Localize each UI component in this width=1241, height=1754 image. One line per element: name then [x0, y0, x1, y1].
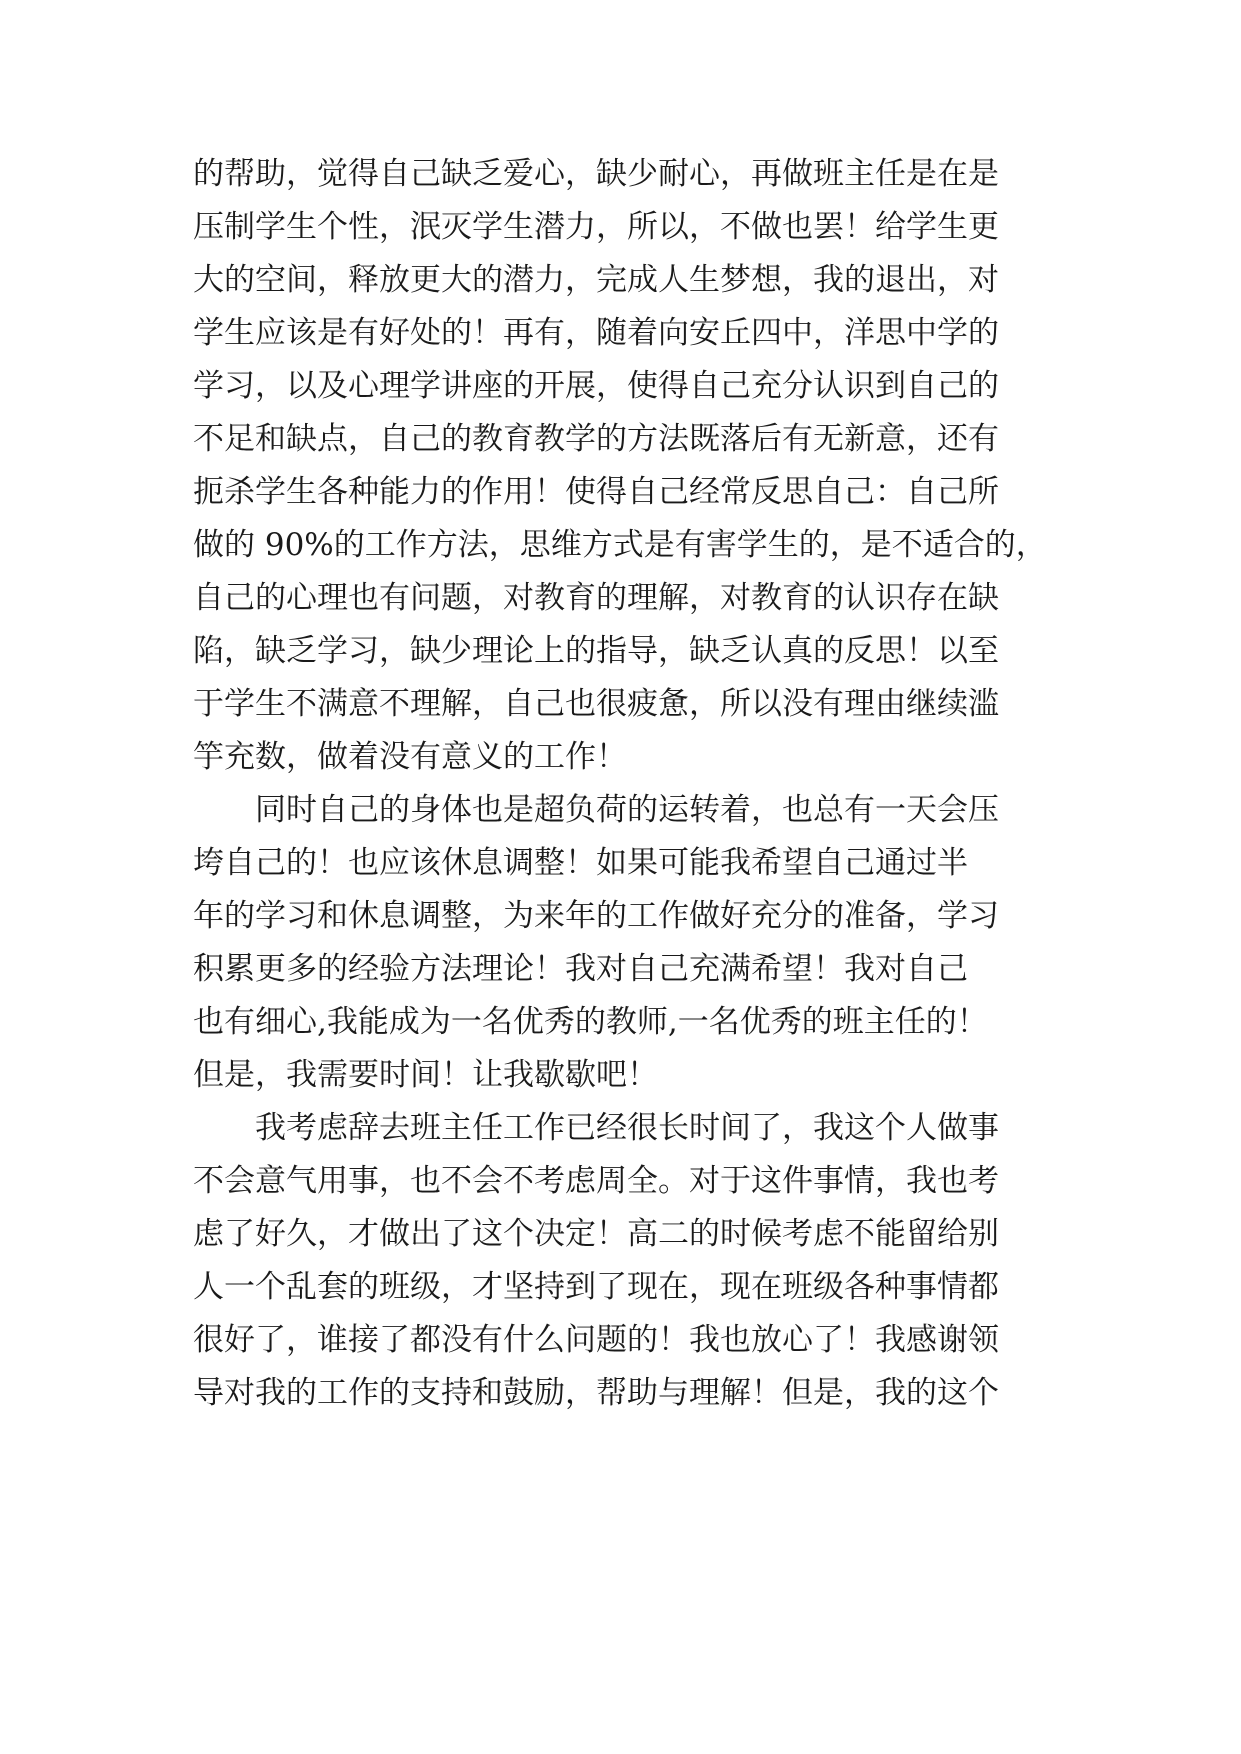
text-line: 很好了，谁接了都没有什么问题的！我也放心了！我感谢领 [193, 1322, 999, 1358]
text-line: 导对我的工作的支持和鼓励，帮助与理解！但是，我的这个 [193, 1375, 999, 1411]
text-line: 不足和缺点，自己的教育教学的方法既落后有无新意，还有 [193, 421, 999, 457]
text-line: 做的 90%的工作方法，思维方式是有害学生的，是不适合的， [193, 527, 1047, 563]
text-line: 我考虑辞去班主任工作已经很长时间了，我这个人做事 [255, 1110, 999, 1146]
text-line: 于学生不满意不理解，自己也很疲惫，所以没有理由继续滥 [193, 686, 999, 722]
text-line: 人一个乱套的班级，才坚持到了现在，现在班级各种事情都 [193, 1269, 999, 1305]
text-line: 的帮助，觉得自己缺乏爱心，缺少耐心，再做班主任是在是 [193, 156, 999, 192]
text-line: 也有细心,我能成为一名优秀的教师,一名优秀的班主任的！ [193, 1004, 988, 1040]
text-line: 竽充数，做着没有意义的工作！ [193, 739, 627, 775]
text-line: 学生应该是有好处的！再有，随着向安丘四中，洋思中学的 [193, 315, 999, 351]
text-line: 扼杀学生各种能力的作用！使得自己经常反思自己：自己所 [193, 474, 999, 510]
text-line: 年的学习和休息调整，为来年的工作做好充分的准备，学习 [193, 898, 999, 934]
text-line: 陷，缺乏学习，缺少理论上的指导，缺乏认真的反思！以至 [193, 633, 999, 669]
text-line: 但是，我需要时间！让我歇歇吧！ [193, 1057, 658, 1093]
text-line: 自己的心理也有问题，对教育的理解，对教育的认识存在缺 [193, 580, 999, 616]
text-line: 积累更多的经验方法理论！我对自己充满希望！我对自己 [193, 951, 968, 987]
text-line: 垮自己的！也应该休息调整！如果可能我希望自己通过半 [193, 845, 968, 881]
text-line: 不会意气用事，也不会不考虑周全。对于这件事情，我也考 [193, 1163, 999, 1199]
text-line: 大的空间，释放更大的潜力，完成人生梦想，我的退出，对 [193, 262, 999, 298]
text-line: 学习，以及心理学讲座的开展，使得自己充分认识到自己的 [193, 368, 999, 404]
text-line: 压制学生个性，泯灭学生潜力，所以，不做也罢！给学生更 [193, 209, 999, 245]
text-line: 虑了好久，才做出了这个决定！高二的时候考虑不能留给别 [193, 1216, 999, 1252]
text-line: 同时自己的身体也是超负荷的运转着，也总有一天会压 [255, 792, 999, 828]
